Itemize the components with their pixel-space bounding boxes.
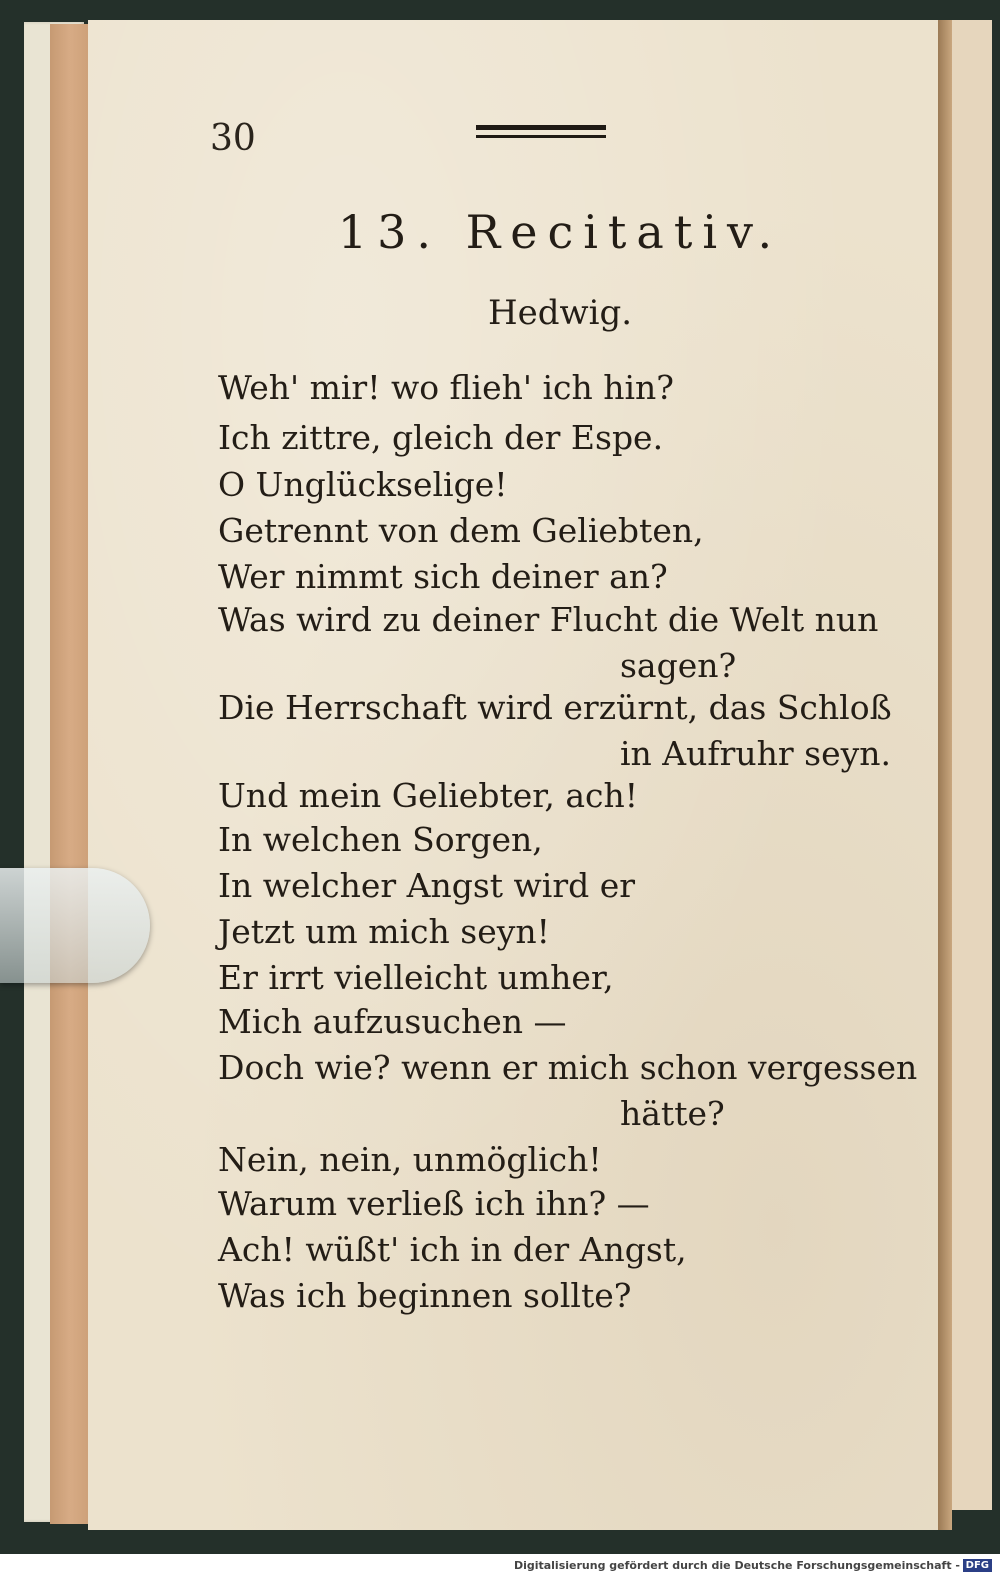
- verse-line: Er irrt vielleicht umher,: [218, 958, 614, 997]
- verse-line: Jetzt um mich seyn!: [218, 912, 550, 951]
- section-heading: 13. Recitativ.: [337, 205, 783, 259]
- rule-bar-bottom: [476, 135, 606, 138]
- ornamental-rule: [476, 125, 606, 143]
- verse-line: O Unglückselige!: [218, 465, 508, 504]
- gutter: [938, 20, 952, 1530]
- verse-line: Ich zittre, gleich der Espe.: [218, 418, 664, 457]
- verse-line: Ach! wüßt' ich in der Angst,: [218, 1230, 687, 1269]
- speaker-name: Hedwig.: [487, 293, 633, 333]
- verse-line: in Aufruhr seyn.: [620, 734, 891, 773]
- verse-line: Was ich beginnen sollte?: [218, 1276, 632, 1315]
- verse-line: Warum verließ ich ihn? —: [218, 1184, 650, 1223]
- verse-line: Doch wie? wenn er mich schon vergessen: [218, 1048, 918, 1087]
- footer-bar: [0, 1554, 1000, 1581]
- verse-line: In welchen Sorgen,: [218, 820, 543, 859]
- dfg-logo: DFG: [963, 1559, 992, 1572]
- rule-bar-top: [476, 125, 606, 130]
- verse-line: Wer nimmt sich deiner an?: [218, 557, 668, 596]
- verse-line: In welcher Angst wird er: [218, 866, 636, 905]
- page-clip: [0, 868, 150, 983]
- verse-line: Was wird zu deiner Flucht die Welt nun: [218, 600, 879, 639]
- verse-line: Weh' mir! wo flieh' ich hin?: [218, 368, 674, 407]
- verse-line: Getrennt von dem Geliebten,: [218, 511, 704, 550]
- page-number: 30: [210, 118, 256, 159]
- verse-line: Mich aufzusuchen —: [218, 1002, 567, 1041]
- verse-line: Und mein Geliebter, ach!: [218, 776, 639, 815]
- verse-line: sagen?: [620, 646, 737, 685]
- funding-credit: Digitalisierung gefördert durch die Deutsche Forschungsgemeinschaft -: [513, 1559, 960, 1572]
- verse-line: hätte?: [620, 1094, 725, 1133]
- verse-line: Die Herrschaft wird erzürnt, das Schloß: [218, 688, 892, 727]
- facing-page-edge: [952, 20, 992, 1510]
- verse-line: Nein, nein, unmöglich!: [218, 1140, 602, 1179]
